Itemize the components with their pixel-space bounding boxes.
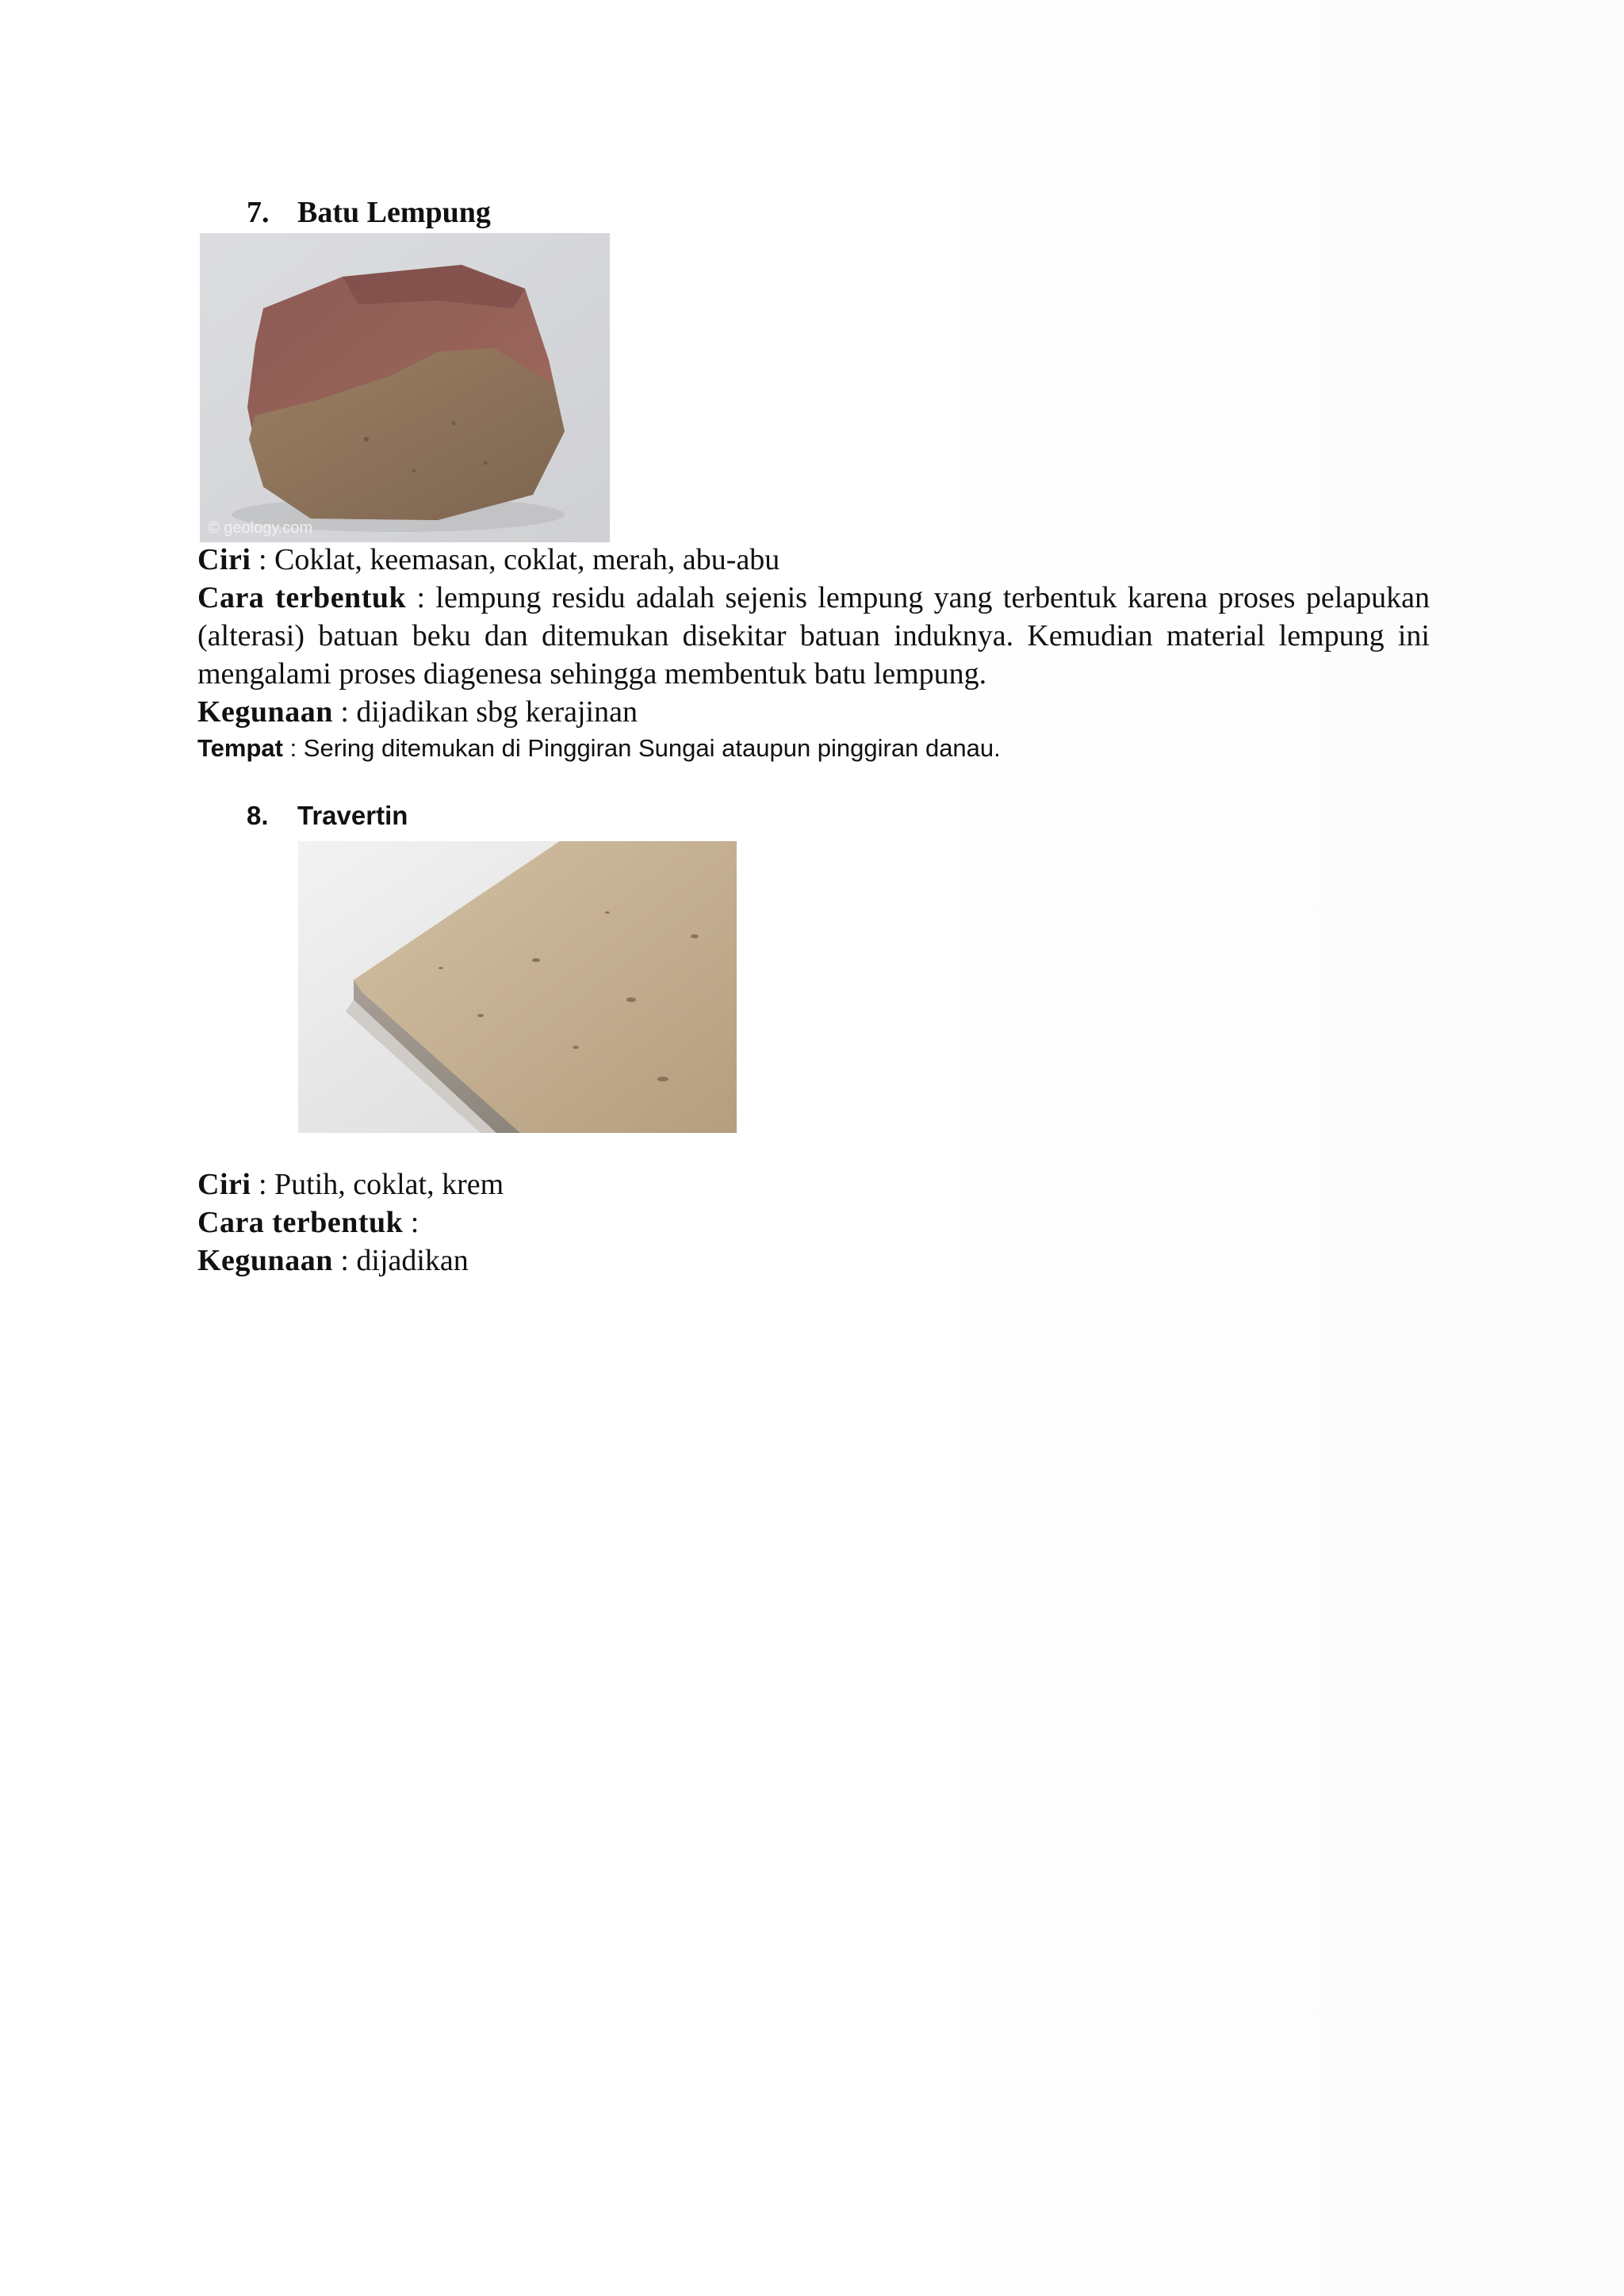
kegunaan-line-7: [197, 693, 1430, 731]
ciri-label: Ciri: [197, 1168, 251, 1201]
cara-terbentuk-paragraph-7: [197, 579, 1430, 693]
section-8-number: 8.: [247, 801, 269, 830]
section-8-heading: [247, 801, 408, 831]
section-8-title: Travertin: [297, 801, 408, 830]
cara-terbentuk-value: :: [403, 1206, 419, 1239]
ciri-value: : Coklat, keemasan, coklat, merah, abu-abu: [251, 543, 780, 576]
ciri-line-7: [197, 541, 1430, 579]
cara-terbentuk-label: Cara terbentuk: [197, 581, 407, 614]
tempat-value: : Sering ditemukan di Pinggiran Sungai ataupun pinggiran danau.: [282, 734, 1001, 762]
section-8-body: [197, 1165, 1430, 1280]
travertin-slab-illustration: [298, 841, 737, 1133]
kegunaan-label: Kegunaan: [197, 695, 333, 729]
batu-lempung-rock-illustration: [200, 233, 610, 542]
cara-terbentuk-label: Cara terbentuk: [197, 1206, 404, 1239]
batu-lempung-photo: [200, 233, 610, 542]
travertin-photo: [298, 841, 737, 1133]
ciri-value: : Putih, coklat, krem: [251, 1168, 504, 1201]
image-watermark: © geology.com: [208, 519, 313, 537]
kegunaan-value: : dijadikan sbg kerajinan: [332, 695, 638, 729]
kegunaan-label: Kegunaan: [197, 1244, 333, 1277]
section-7-title: Batu Lempung: [297, 196, 491, 229]
cara-terbentuk-line-8: [197, 1203, 1430, 1242]
section-7-heading: [247, 195, 491, 230]
ciri-line-8: [197, 1165, 1430, 1203]
kegunaan-value: : dijadikan: [332, 1244, 469, 1277]
section-7-number: 7.: [247, 196, 270, 229]
ciri-label: Ciri: [197, 543, 251, 576]
section-7-body: [197, 541, 1430, 766]
kegunaan-line-8: [197, 1242, 1430, 1280]
cara-terbentuk-value: : lempung residu adalah sejenis lempung yang terbentuk karena proses pelapukan (alterasi) batuan beku dan ditemukan disekitar batuan induknya. Kemudian material lempung ini mengalami proses diagenesa sehingga membentuk batu lempung.: [197, 581, 1430, 691]
tempat-line-7: [197, 731, 1430, 766]
tempat-label: Tempat: [197, 734, 283, 762]
